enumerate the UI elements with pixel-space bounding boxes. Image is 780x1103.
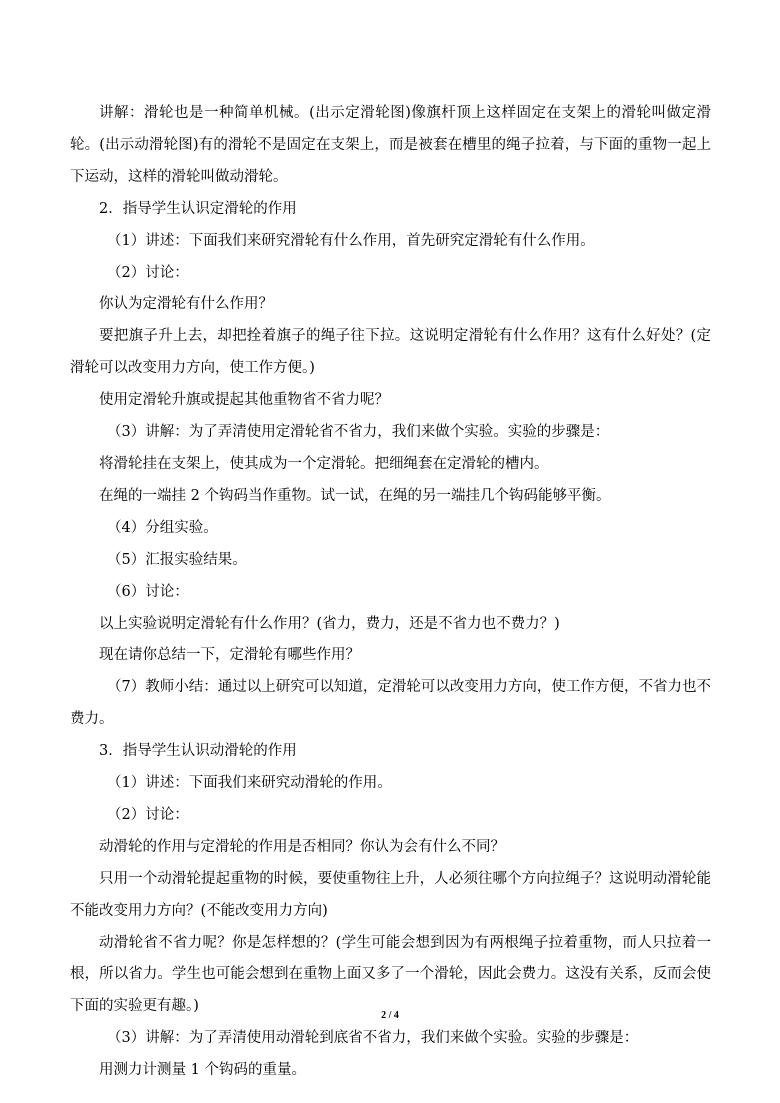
paragraph-explanation-pulleys: 讲解：滑轮也是一种简单机械。(出示定滑轮图)像旗杆顶上这样固定在支架上的滑轮叫做定滑轮。(出示动滑轮图)有的滑轮不是固定在支架上，而是被套在槽里的绳子拉着，与下面的重物一起上下运动，这样的滑轮叫做动滑轮。 [70, 105, 711, 185]
paragraph-step: （2）讨论： [107, 264, 189, 281]
paragraph-question: 你认为定滑轮有什么作用？ [99, 296, 273, 313]
paragraph-step: （1）讲述：下面我们来研究动滑轮的作用。 [107, 775, 392, 792]
paragraph-step: （4）分组实验。 [107, 519, 218, 536]
paragraph-question: 要把旗子升上去，却把拴着旗子的绳子往下拉。这说明定滑轮有什么作用？这有什么好处？(定滑轮可以改变用力方向，使工作方便。) [70, 328, 711, 377]
paragraph-step: （2）讨论： [107, 806, 189, 823]
paragraph-step: （3）讲解：为了弄清使用动滑轮到底省不省力，我们来做个实验。实验的步骤是： [107, 1030, 639, 1047]
paragraph-question: 使用定滑轮升旗或提起其他重物省不省力呢？ [99, 392, 389, 409]
section-heading-movable-pulley: 3．指导学生认识动滑轮的作用 [99, 743, 297, 760]
paragraph-question: 现在请你总结一下，定滑轮有哪些作用？ [99, 647, 360, 664]
paragraph-question: 只用一个动滑轮提起重物的时候，要使重物往上升，人必须往哪个方向拉绳子？这说明动滑轮能不能改变用力方向？(不能改变用力方向) [70, 870, 711, 919]
paragraph-question: 动滑轮的作用与定滑轮的作用是否相同？你认为会有什么不同？ [99, 838, 505, 855]
paragraph-experiment-step: 将滑轮挂在支架上，使其成为一个定滑轮。把细绳套在定滑轮的槽内。 [99, 455, 549, 472]
paragraph-question: 以上实验说明定滑轮有什么作用？(省力，费力，还是不省力也不费力？) [99, 615, 560, 632]
page-number: 2 / 4 [381, 1010, 399, 1021]
paragraph-summary: （7）教师小结：通过以上研究可以知道，定滑轮可以改变用力方向，使工作方便，不省力也不费力。 [70, 679, 711, 728]
paragraph-experiment-step: 在绳的一端挂 2 个钩码当作重物。试一试，在绳的另一端挂几个钩码能够平衡。 [99, 487, 611, 504]
paragraph-step: （6）讨论： [107, 583, 189, 600]
paragraph-question: 动滑轮省不省力呢？你是怎样想的？(学生可能会想到因为有两根绳子拉着重物，而人只拉着一根，所以省力。学生也可能会想到在重物上面又多了一个滑轮，因此会费力。这没有关系，反而会使下面的实验更有趣。) [70, 934, 711, 1015]
paragraph-step: （1）讲述：下面我们来研究滑轮有什么作用，首先研究定滑轮有什么作用。 [107, 232, 595, 249]
document-body [70, 98, 711, 1087]
paragraph-step: （3）讲解：为了弄清使用定滑轮省不省力，我们来做个实验。实验的步骤是： [107, 424, 610, 441]
section-heading-fixed-pulley: 2．指导学生认识定滑轮的作用 [99, 200, 297, 217]
paragraph-experiment-step: 用测力计测量 1 个钩码的重量。 [99, 1062, 306, 1079]
paragraph-step: （5）汇报实验结果。 [107, 551, 247, 568]
